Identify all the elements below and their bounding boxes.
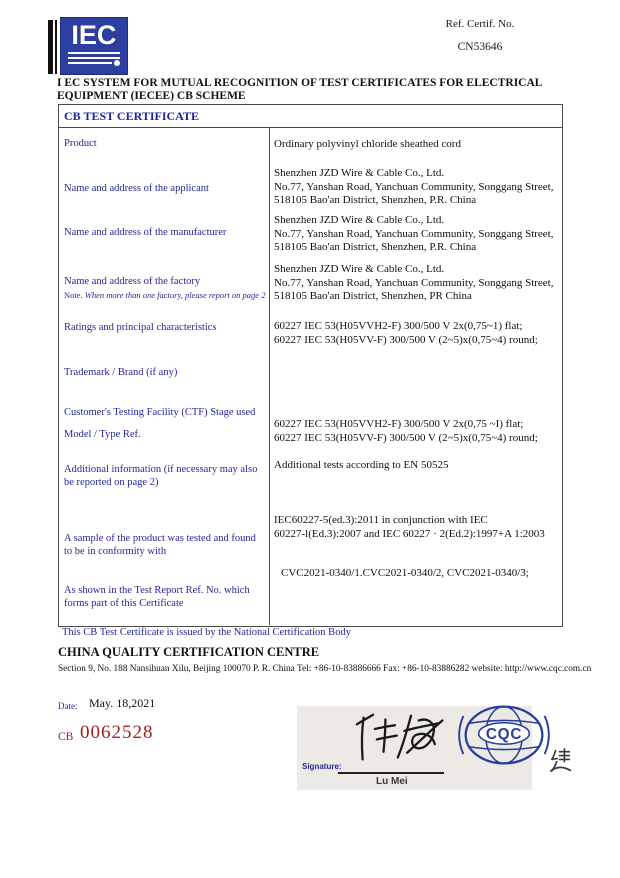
- iec-logo: [48, 17, 128, 75]
- iec-logo-text: IEC: [71, 20, 117, 50]
- date-label: Date:: [58, 701, 78, 711]
- cqc-stamp-text: CQC: [485, 725, 523, 743]
- issuer-name: CHINA QUALITY CERTIFICATION CENTRE: [58, 645, 320, 659]
- ref-certif-label: Ref. Certif. No.: [445, 18, 515, 30]
- label-test-report-ref: As shown in the Test Report Ref. No. which forms part of this Certificate: [64, 585, 250, 609]
- label-applicant: Name and address of the applicant: [64, 183, 209, 194]
- factory-note: Note. When more than one factory, please report on page 2: [64, 290, 266, 300]
- ref-certif-number: CN53646: [457, 41, 503, 53]
- label-additional-info: Additional information (if necessary may also be reported on page 2): [64, 464, 258, 488]
- signature-label: Signature:: [302, 762, 342, 771]
- table-column-divider: [269, 128, 270, 625]
- signature-name: Lu Mei: [376, 776, 408, 787]
- label-model-type-ref: Model / Type Ref.: [64, 429, 141, 440]
- signature-handwriting-icon: [350, 710, 455, 772]
- value-factory: Shenzhen JZD Wire & Cable Co., Ltd. No.77, Yanshan Road, Yanchuan Community, Songgang Street, 518105 Bao'an District, Shenzhen, PR China: [274, 263, 554, 302]
- iec-logo-lines-icon: [68, 52, 120, 67]
- chinese-character-jian-icon: [549, 748, 571, 778]
- value-model-type-ref: 60227 IEC 53(H05VVH2-F) 300/500 V 2x(0,75 ~I) flat; 60227 IEC 53(H05VV-F) 300/500 V (2~5)x(0,75~4) round;: [274, 418, 538, 444]
- certificate-table: [58, 104, 563, 627]
- iec-logo-spine-bar: [48, 20, 53, 74]
- value-manufacturer: Shenzhen JZD Wire & Cable Co., Ltd. No.77, Yanshan Road, Yanchuan Community, Songgang Street, 518105 Bao'an District, Shenzhen, P.R. China: [274, 214, 554, 253]
- label-factory: Name and address of the factory: [64, 276, 201, 287]
- iec-logo-spine-bar-thin: [55, 20, 57, 74]
- label-manufacturer: Name and address of the manufacturer: [64, 227, 227, 238]
- certificate-title: CB TEST CERTIFICATE: [59, 105, 562, 128]
- value-applicant: Shenzhen JZD Wire & Cable Co., Ltd. No.77, Yanshan Road, Yanchuan Community, Songgang Street, 518105 Bao'an District, Shenzhen, P.R. China: [274, 167, 554, 206]
- iec-logo-box: [60, 17, 128, 75]
- label-product: Product: [64, 138, 97, 149]
- value-conformity: IEC60227-5(ed.3):2011 in conjunction with IEC 60227-l(Ed.3):2007 and IEC 60227 · 2(Ed.2):1997+A 1:2003: [274, 514, 545, 540]
- value-product: Ordinary polyvinyl chloride sheathed cord: [274, 138, 461, 150]
- value-additional-info: Additional tests according to EN 50525: [274, 459, 449, 471]
- cb-number-prefix: CB: [58, 731, 74, 743]
- value-ratings: 60227 IEC 53(H05VVH2-F) 300/500 V 2x(0,75~1) flat; 60227 IEC 53(H05VV-F) 300/500 V (2~5)x(0,75~4) round;: [274, 320, 538, 346]
- label-ratings: Ratings and principal characteristics: [64, 322, 217, 333]
- label-ctf-stage: Customer's Testing Facility (CTF) Stage used: [64, 407, 256, 418]
- issued-by-note: This CB Test Certificate is issued by the National Certification Body: [62, 627, 351, 638]
- issuer-address: Section 9, No. 188 Nansihuan Xilu, Beijing 100070 P. R. China Tel: +86-10-83886666 Fax: +86-10-83886282 website: http://www.cqc.com.cn: [58, 664, 592, 674]
- cqc-stamp-icon: [458, 702, 550, 773]
- cb-number: 0062528: [80, 722, 154, 743]
- certificate-table-body: [59, 128, 562, 625]
- date-value: May. 18,2021: [89, 696, 156, 710]
- signature-line: [338, 772, 444, 774]
- ref-certif-block: [415, 18, 545, 53]
- value-test-report-ref: CVC2021-0340/1.CVC2021-0340/2, CVC2021-0340/3;: [281, 567, 529, 579]
- scheme-title: I EC SYSTEM FOR MUTUAL RECOGNITION OF TEST CERTIFICATES FOR ELECTRICAL EQUIPMENT (IECEE) CB SCHEME: [57, 77, 542, 102]
- label-trademark: Trademark / Brand (if any): [64, 367, 178, 378]
- label-conformity: A sample of the product was tested and found to be in conformity with: [64, 533, 256, 557]
